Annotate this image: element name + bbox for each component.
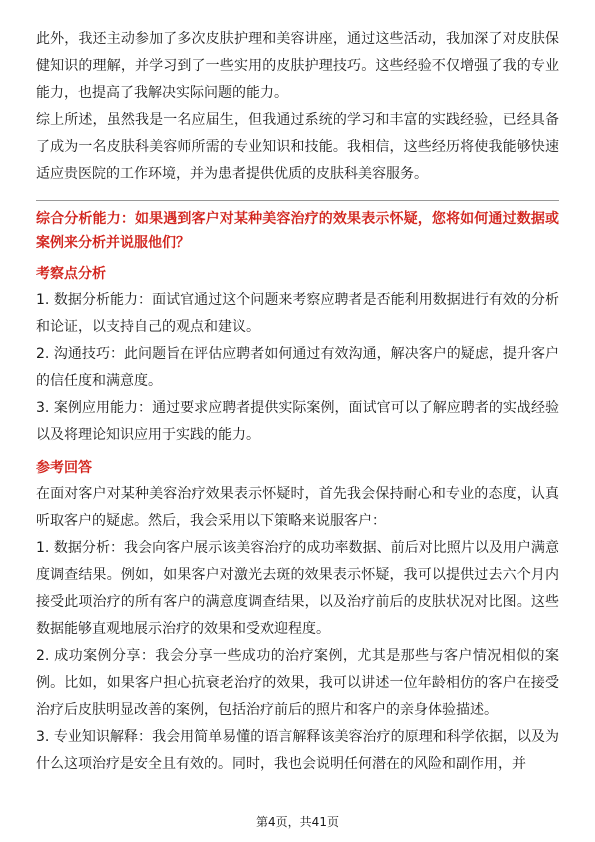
intro-paragraph: 此外，我还主动参加了多次皮肤护理和美容讲座，通过这些活动，我加深了对皮肤保健知识的理解，并学习到了一些实用的皮肤护理技巧。这些经验不仅增强了我的专业能力，也提高了我解决实际问题的能力。 xyxy=(36,31,559,101)
document-page xyxy=(36,26,559,778)
analysis-item: 2. 沟通技巧：此问题旨在评估应聘者如何通过有效沟通，解决客户的疑虑，提升客户的信任度和满意度。 xyxy=(36,346,559,389)
answer-intro: 在面对客户对某种美容治疗效果表示怀疑时，首先我会保持耐心和专业的态度，认真听取客户的疑虑。然后，我会采用以下策略来说服客户： xyxy=(36,486,559,529)
intro-paragraph: 综上所述，虽然我是一名应届生，但我通过系统的学习和丰富的实践经验，已经具备了成为一名皮肤科美容师所需的专业知识和技能。我相信，这些经历将使我能够快速适应贵医院的工作环境，并为患者提供优质的皮肤科美容服务。 xyxy=(36,112,559,182)
analysis-item: 1. 数据分析能力：面试官通过这个问题来考察应聘者是否能利用数据进行有效的分析和论证，以支持自己的观点和建议。 xyxy=(36,292,559,335)
answer-item: 1. 数据分析：我会向客户展示该美容治疗的成功率数据、前后对比照片以及用户满意度调查结果。例如，如果客户对激光去斑的效果表示怀疑，我可以提供过去六个月内接受此项治疗的所有客户的满意度调查结果，以及治疗前后的皮肤状况对比图。这些数据能够直观地展示治疗的效果和受欢迎程度。 xyxy=(36,540,559,637)
section-divider xyxy=(36,200,559,201)
answer-heading: 参考回答 xyxy=(36,460,92,476)
page-number: 第4页，共41页 xyxy=(256,815,339,829)
analysis-heading: 考察点分析 xyxy=(36,266,106,282)
answer-item: 2. 成功案例分享：我会分享一些成功的治疗案例，尤其是那些与客户情况相似的案例。比如，如果客户担心抗衰老治疗的效果，我可以讲述一位年龄相仿的客户在接受治疗后皮肤明显改善的案例，包括治疗前后的照片和客户的亲身体验描述。 xyxy=(36,648,559,718)
question-title: 综合分析能力：如果遇到客户对某种美容治疗的效果表示怀疑，您将如何通过数据或案例来分析并说服他们？ xyxy=(36,211,559,251)
analysis-item: 3. 案例应用能力：通过要求应聘者提供实际案例，面试官可以了解应聘者的实战经验以及将理论知识应用于实践的能力。 xyxy=(36,400,559,443)
answer-item: 3. 专业知识解释：我会用简单易懂的语言解释该美容治疗的原理和科学依据，以及为什么这项治疗是安全且有效的。同时，我也会说明任何潜在的风险和副作用，并 xyxy=(36,729,559,772)
